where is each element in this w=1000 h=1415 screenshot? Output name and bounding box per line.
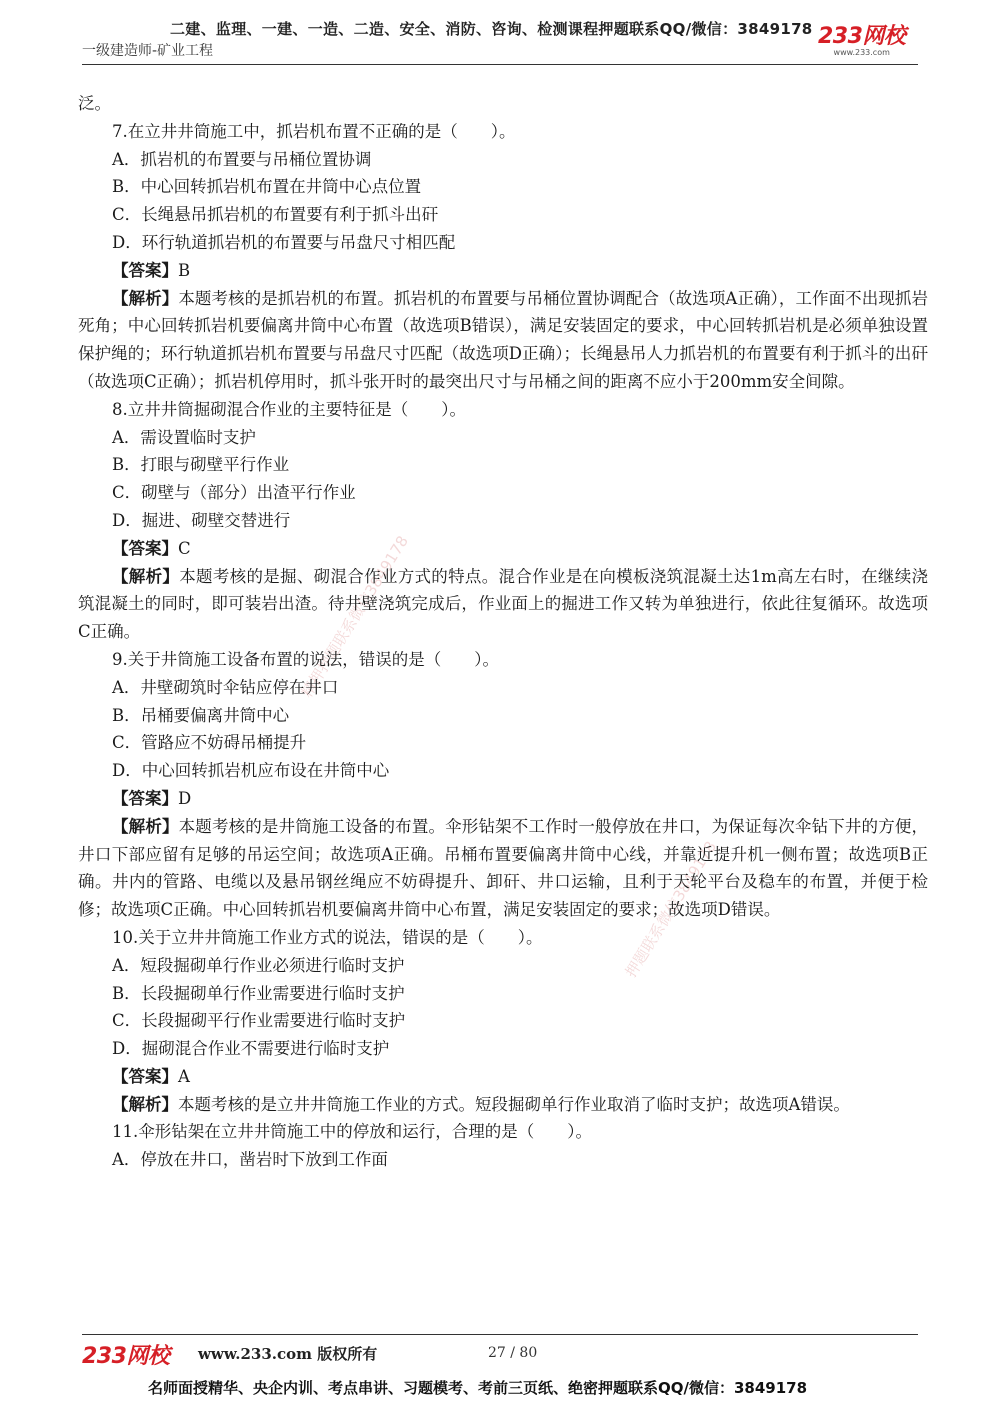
answer-option: A．停放在井口，凿岩时下放到工作面	[112, 1150, 388, 1170]
question-stem: 10.关于立井井筒施工作业方式的说法，错误的是（ ）。	[112, 927, 543, 947]
answer-option: B．长段掘砌单行作业需要进行临时支护	[112, 983, 405, 1003]
explanation-paragraph	[78, 563, 928, 646]
document-subtitle: 一级建造师-矿业工程	[82, 43, 214, 59]
answer-line	[78, 785, 928, 813]
footer-banner: 名师面授精华、央企内训、考点串讲、习题模考、考前三页纸、绝密押题联系QQ/微信：3849178	[148, 1379, 808, 1397]
explanation-label: 【解析】	[112, 566, 180, 586]
answer-option: C．砌壁与（部分）出渣平行作业	[112, 483, 356, 503]
answer-value: D	[178, 788, 192, 808]
header-divider	[82, 64, 918, 65]
explanation-paragraph	[78, 813, 928, 924]
answer-line	[78, 257, 928, 285]
document-body	[78, 90, 928, 1174]
answer-option: A．需设置临时支护	[112, 427, 256, 447]
answer-line	[78, 535, 928, 563]
answer-option: A．短段掘砌单行作业必须进行临时支护	[112, 955, 405, 975]
page-number: 27 / 80	[488, 1345, 538, 1361]
explanation-text: 本题考核的是抓岩机的布置。抓岩机的布置要与吊桶位置协调配合（故选项A正确），工作面不出现抓岩死角；中心回转抓岩机要偏离井筒中心布置（故选项B错误），满足安装固定的要求，中心回转抓岩机是必须单独设置保护绳的；环行轨道抓岩机布置要与吊盘尺寸匹配（故选项D正确）；长绳悬吊人力抓岩机的布置要有利于抓斗的出矸（故选项C正确）；抓岩机停用时，抓斗张开时的最突出尺寸与吊桶之间的距离不应小于200mm安全间隙。	[78, 288, 928, 391]
explanation-label: 【解析】	[112, 1094, 178, 1114]
logo-text: 233网校	[818, 24, 906, 49]
header-banner: 二建、监理、一建、一造、二造、安全、消防、咨询、检测课程押题联系QQ/微信：3849178	[170, 20, 813, 38]
answer-label: 【答案】	[112, 1066, 178, 1086]
watermark: 精押押题联系微信3849178	[297, 532, 412, 701]
explanation-label: 【解析】	[112, 816, 179, 836]
explanation-text: 本题考核的是掘、砌混合作业方式的特点。混合作业是在向模板浇筑混凝土达1m高左右时，在继续浇筑混凝土的同时，即可装岩出渣。待井壁浇筑完成后，作业面上的掘进工作又转为单独进行，依此往复循环。故选项C正确。	[78, 566, 929, 642]
explanation-paragraph	[78, 285, 928, 396]
footer-logo[interactable]: 233网校	[82, 1344, 170, 1369]
logo-url: www.233.com	[833, 48, 890, 57]
answer-option: C．长绳悬吊抓岩机的布置要有利于抓斗出矸	[112, 205, 439, 225]
answer-option: D．环行轨道抓岩机的布置要与吊盘尺寸相匹配	[112, 232, 456, 252]
answer-option: A．井壁砌筑时伞钻应停在井口	[112, 677, 339, 697]
answer-option: D．中心回转抓岩机应布设在井筒中心	[112, 761, 390, 781]
answer-option: B．吊桶要偏离井筒中心	[112, 705, 290, 725]
question-stem: 8.立井井筒掘砌混合作业的主要特征是（ ）。	[112, 399, 466, 419]
footer-copyright: www.233.com 版权所有	[198, 1345, 378, 1363]
explanation-text: 本题考核的是立井井筒施工作业的方式。短段掘砌单行作业取消了临时支护；故选项A错误。	[178, 1094, 850, 1114]
answer-option: D．掘砌混合作业不需要进行临时支护	[112, 1039, 390, 1059]
answer-option: C．管路应不妨碍吊桶提升	[112, 733, 307, 753]
answer-value: A	[178, 1066, 190, 1086]
answer-option: B．中心回转抓岩机布置在井筒中心点位置	[112, 177, 422, 197]
answer-label: 【答案】	[112, 788, 178, 808]
question-stem: 11.伞形钻架在立井井筒施工中的停放和运行，合理的是（ ）。	[112, 1122, 592, 1142]
answer-label: 【答案】	[112, 538, 178, 558]
answer-option: A．抓岩机的布置要与吊桶位置协调	[112, 149, 372, 169]
answer-label: 【答案】	[112, 260, 178, 280]
answer-value: C	[178, 538, 191, 558]
explanation-paragraph	[78, 1091, 928, 1119]
answer-line	[78, 1063, 928, 1091]
answer-option: B．打眼与砌壁平行作业	[112, 455, 290, 475]
watermark: 押题联系微信3849178	[621, 838, 721, 981]
explanation-label: 【解析】	[112, 288, 179, 308]
footer-divider	[82, 1334, 918, 1335]
site-logo[interactable]	[818, 26, 905, 57]
explanation-text: 本题考核的是井筒施工设备的布置。伞形钻架不工作时一般停放在井口，为保证每次伞钻下井的方便，井口下部应留有足够的吊运空间；故选项A正确。吊桶布置要偏离井筒中心线，并靠近提升机一侧布置；故选项B正确。井内的管路、电缆以及悬吊钢丝绳应不妨碍提升、卸矸、井口运输，且利于天轮平台及稳车的布置，并便于检修；故选项C正确。中心回转抓岩机要偏离井筒中心布置，满足安装固定的要求；故选项D错误。	[78, 816, 928, 920]
answer-value: B	[178, 260, 191, 280]
question-stem: 9.关于井筒施工设备布置的说法，错误的是（ ）。	[112, 649, 499, 669]
text-line: 泛。	[78, 94, 111, 113]
answer-option: D．掘进、砌壁交替进行	[112, 510, 291, 530]
answer-option: C．长段掘砌平行作业需要进行临时支护	[112, 1011, 406, 1031]
question-stem: 7.在立井井筒施工中，抓岩机布置不正确的是（ ）。	[112, 121, 516, 141]
